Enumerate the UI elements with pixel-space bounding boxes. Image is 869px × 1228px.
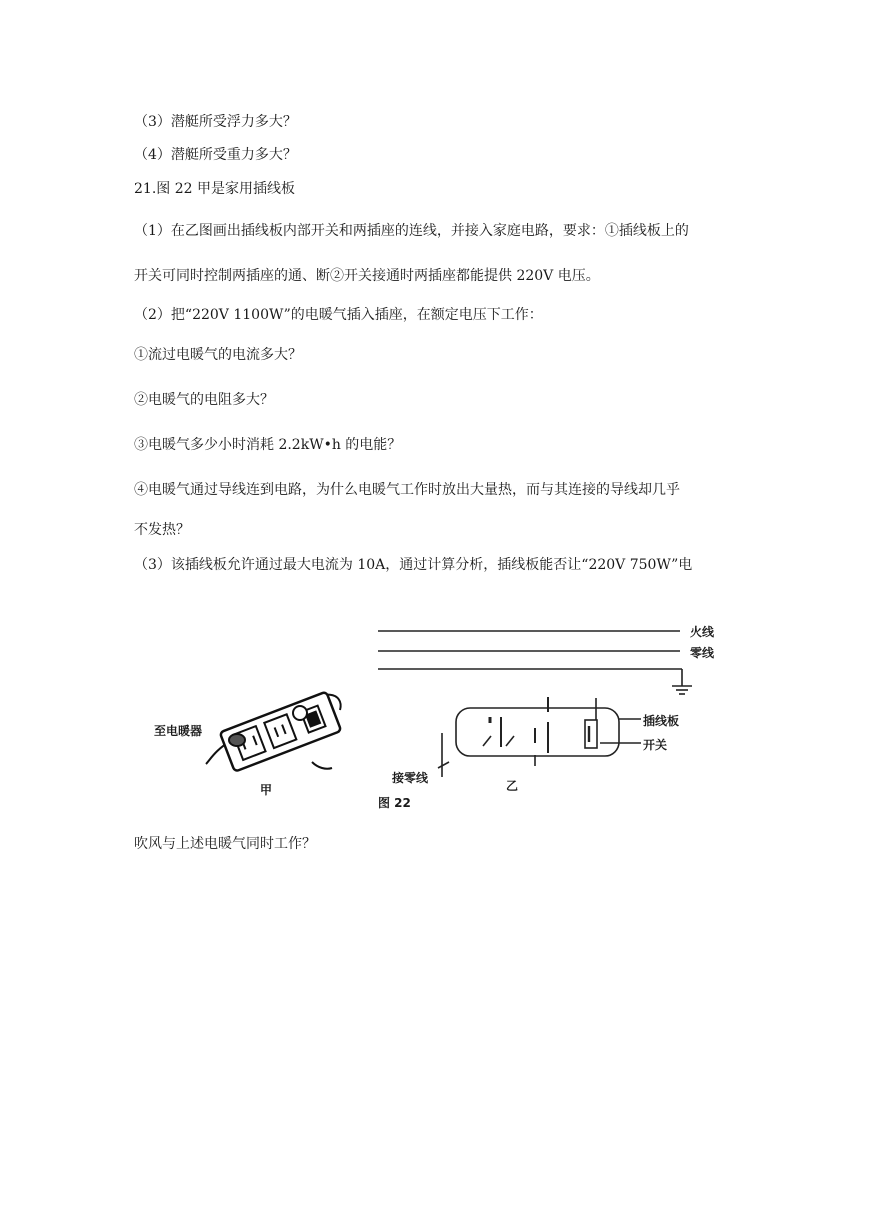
text-line-13: 吹风与上述电暖气同时工作？	[134, 836, 316, 852]
power-strip-illustration	[206, 692, 341, 772]
text-line-1: （3）潜艇所受浮力多大？	[134, 114, 297, 130]
caption-a: 甲	[260, 783, 273, 797]
figure-22	[0, 600, 869, 820]
text-line-4: （1）在乙图画出插线板内部开关和两插座的连线，并接入家庭电路，要求：①插线板上的	[134, 223, 689, 239]
text-line-12: （3）该插线板允许通过最大电流为 10A，通过计算分析，插线板能否让“220V 750W”电	[134, 557, 693, 573]
figure-drawing	[0, 600, 869, 820]
label-switch: 开关	[643, 738, 668, 752]
text-line-9: ③电暖气多少小时消耗 2.2kW•h 的电能？	[134, 437, 402, 453]
text-line-2: （4）潜艇所受重力多大？	[134, 147, 297, 163]
label-to-neutral: 接零线	[392, 771, 429, 785]
text-line-7: ①流过电暖气的电流多大？	[134, 347, 302, 363]
text-line-11: 不发热？	[134, 522, 190, 538]
text-line-8: ②电暖气的电阻多大？	[134, 392, 274, 408]
figure-number: 图 22	[378, 796, 411, 810]
plug-head	[293, 706, 307, 720]
label-to-heater: 至电暖器	[154, 724, 203, 738]
text-line-10: ④电暖气通过导线连到电路，为什么电暖气工作时放出大量热，而与其连接的导线却几乎	[134, 482, 680, 498]
label-neutral-wire: 零线	[690, 646, 715, 660]
text-line-3: 21.图 22 甲是家用插线板	[134, 181, 295, 197]
text-line-6: （2）把“220V 1100W”的电暖气插入插座，在额定电压下工作：	[134, 307, 543, 323]
text-line-5: 开关可同时控制两插座的通、断②开关接通时两插座都能提供 220V 电压。	[134, 268, 600, 284]
label-live-wire: 火线	[690, 625, 715, 639]
heater-plug	[229, 734, 245, 746]
caption-b: 乙	[506, 779, 519, 793]
wiring-diagram	[378, 631, 692, 777]
label-power-strip: 插线板	[643, 714, 680, 728]
switch-box	[585, 720, 597, 748]
